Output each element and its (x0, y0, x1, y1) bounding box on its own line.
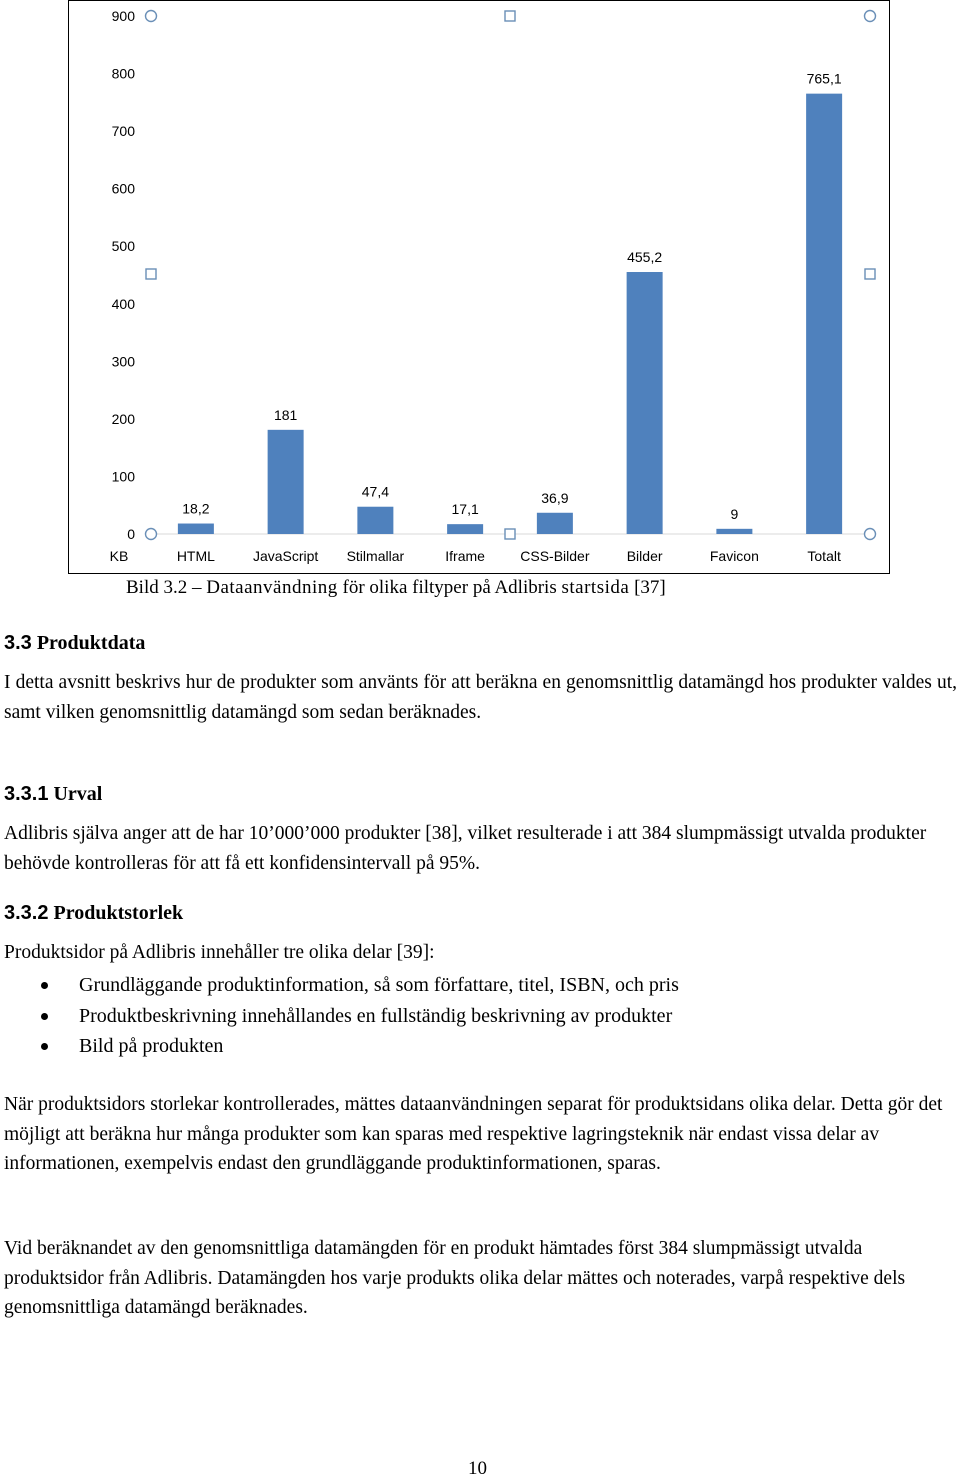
y-tick-label: 100 (111, 468, 135, 485)
figure-caption: Bild 3.2 – Dataanvändning för olika filtyper på Adlibris startsida [37] (126, 577, 666, 598)
bullet-list (4, 970, 944, 1062)
data-label: 765,1 (806, 70, 842, 87)
data-label: 18,2 (182, 500, 210, 517)
resize-handle (146, 11, 157, 22)
x-tick-label: HTML (176, 548, 215, 564)
y-tick-label: 200 (111, 410, 135, 427)
x-tick-label: Iframe (445, 548, 485, 564)
list-item: Bild på produkten (4, 1031, 944, 1062)
bar-javascript (268, 430, 304, 534)
bar-iframe (447, 524, 483, 534)
page-number: 10 (468, 1458, 487, 1479)
data-label: 47,4 (361, 483, 389, 500)
bar-html (178, 524, 214, 534)
y-tick-label: 400 (111, 295, 135, 312)
section-intro: I detta avsnitt beskrivs hur de produkter som använts för att beräkna en genomsnittlig datamängd hos produkter valdes ut, samt vilken genomsnittlig datamängd som sedan beräknades. (4, 672, 957, 723)
bar-favicon (716, 529, 752, 534)
produktstorlek-paragraph-2: Vid beräknandet av den genomsnittliga datamängden för en produkt hämtades först 384 slumpmässigt utvalda produktsidor från Adlibris. Datamängden hos varje produkts olika delar mättes och noterades, varpå respektive dels genomsnittliga datamängd beräknades. (4, 1238, 906, 1318)
section-heading: 3.3 Produktdata (4, 632, 146, 654)
y-tick-label: 0 (127, 526, 135, 542)
subsection-heading-urval: 3.3.1 Urval (4, 783, 103, 805)
bar-stilmallar (357, 507, 393, 534)
y-unit-label: KB (109, 548, 129, 564)
resize-handle (505, 11, 515, 21)
x-tick-label: Stilmallar (346, 548, 405, 564)
data-label: 181 (273, 406, 298, 423)
list-item: Produktbeskrivning innehållandes en fullständig beskrivning av produkter (4, 1001, 944, 1032)
y-tick-label: 500 (111, 238, 135, 255)
bar-chart (69, 1, 891, 575)
y-tick-label: 800 (111, 65, 135, 82)
data-label: 17,1 (451, 501, 479, 518)
data-label: 9 (730, 505, 739, 522)
x-tick-label: Totalt (807, 548, 841, 564)
resize-handle (146, 529, 157, 540)
urval-paragraph: Adlibris själva anger att de har 10’000’000 produkter [38], vilket resulterade i att 384 slumpmässigt utvalda produkter behövde kontrolleras för att få ett konfidensintervall på 95%. (4, 823, 927, 874)
subsection-heading-produktstorlek: 3.3.2 Produktstorlek (4, 902, 184, 924)
y-tick-label: 900 (111, 8, 135, 24)
bar-css-bilder (537, 513, 573, 534)
data-label: 36,9 (541, 489, 569, 506)
bar-totalt (806, 94, 842, 534)
resize-handle (865, 269, 875, 279)
data-label: 455,2 (627, 249, 663, 266)
bar-bilder (627, 272, 663, 534)
chart-frame (68, 0, 890, 574)
produktstorlek-paragraph-1: När produktsidors storlekar kontrollerades, mättes dataanvändningen separat för produktsidans olika delar. Detta gör det möjligt att beräkna hur många produkter som kan sparas med respektive lagringsteknik när endast vissa delar av informationen, exempelvis endast den grundläggande produktinformationen, sparas. (4, 1094, 943, 1174)
resize-handle (505, 529, 515, 539)
y-tick-label: 700 (111, 123, 135, 140)
resize-handle (865, 11, 876, 22)
x-tick-label: JavaScript (252, 548, 319, 564)
x-tick-label: Favicon (709, 548, 759, 564)
produktstorlek-intro: Produktsidor på Adlibris innehåller tre olika delar [39]: (4, 942, 435, 963)
list-item: Grundläggande produktinformation, så som författare, titel, ISBN, och pris (4, 970, 944, 1001)
y-tick-label: 300 (111, 353, 135, 370)
x-tick-label: Bilder (626, 548, 663, 564)
y-tick-label: 600 (111, 180, 135, 197)
resize-handle (146, 269, 156, 279)
resize-handle (865, 529, 876, 540)
x-tick-label: CSS-Bilder (520, 548, 590, 564)
